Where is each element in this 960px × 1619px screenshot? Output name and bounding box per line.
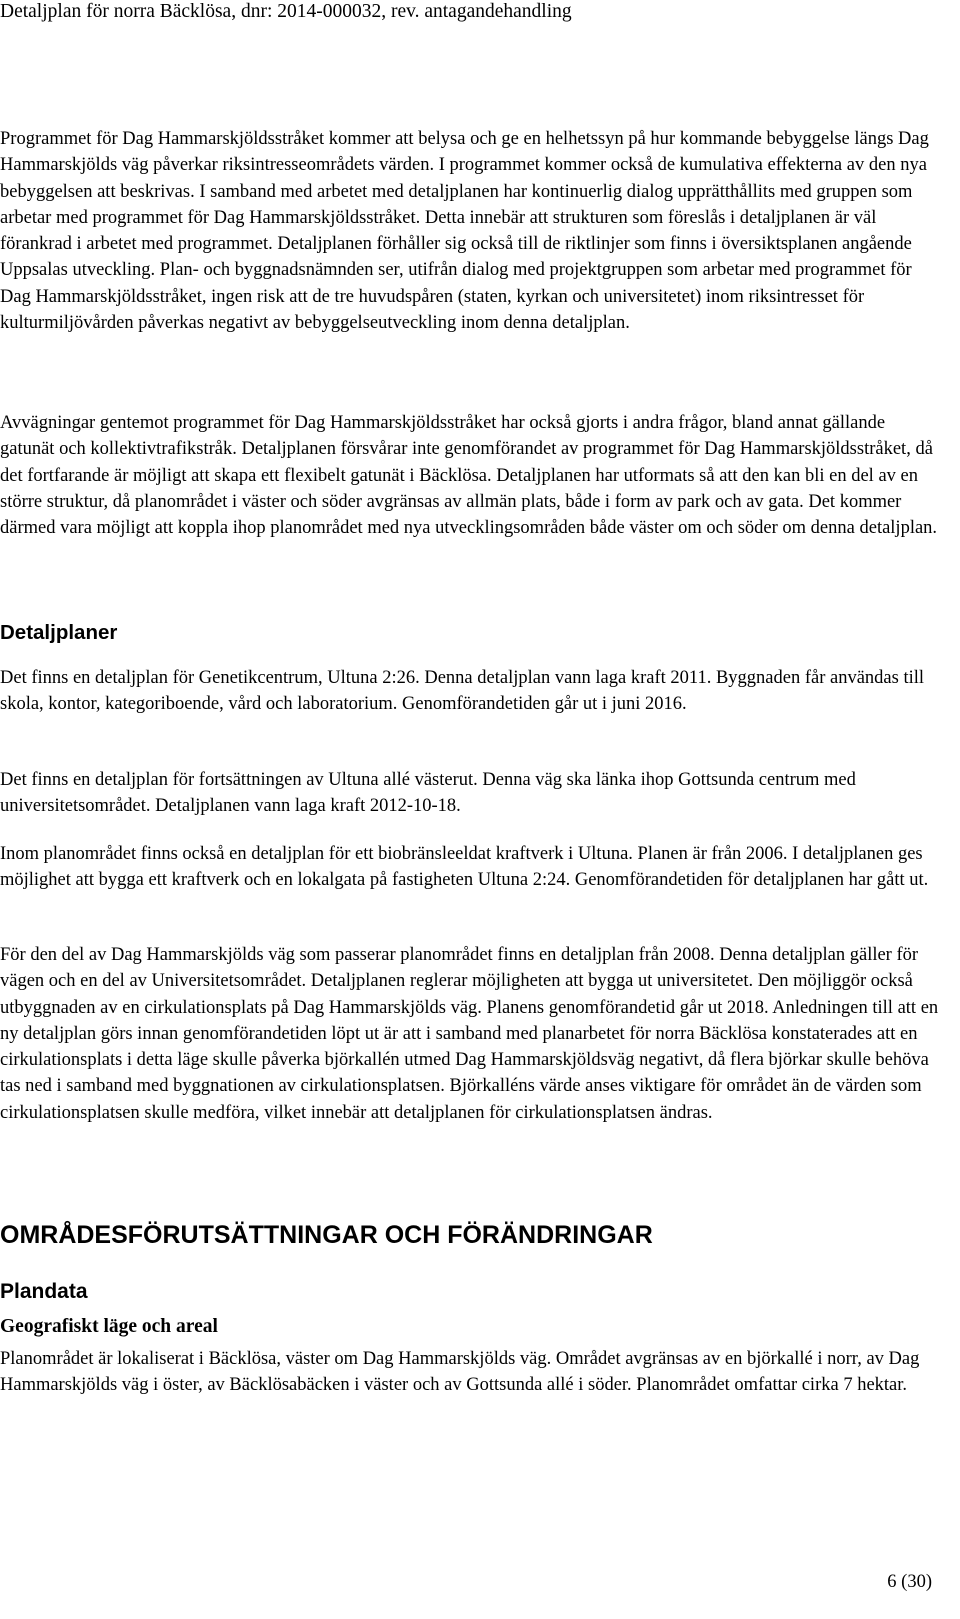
document-header: Detaljplan för norra Bäcklösa, dnr: 2014-000032, rev. antagandehandling <box>0 1 572 22</box>
paragraph-ultuna-alle: Det finns en detaljplan för fortsättningen av Ultuna allé västerut. Denna väg ska länka ihop Gottsunda centrum med universitetsområdet. Detaljplanen vann laga kraft 2012-10-18. <box>0 770 856 817</box>
paragraph-avvagningar: Avvägningar gentemot programmet för Dag Hammarskjöldsstråket har också gjorts i andra frågor, bland annat gällande gatunät och kollektivtrafikstråk. Detaljplanen försvårar inte genomförandet av programmet för Dag Hammarskjöldsstråket, då det fortfarande är möjligt att skapa ett flexibelt gatunät i Bäcklösa. Detaljplanen har utformats så att den kan bli en del av en större struktur, då planområdet i väster och söder avgränsas av allmän plats, både i form av park och av gata. Det kommer därmed vara möjligt att koppla ihop planområdet med nya utvecklingsområden både väster om och söder om denna detaljplan. <box>0 413 938 539</box>
paragraph-planomradet: Planområdet är lokaliserat i Bäcklösa, väster om Dag Hammarskjölds väg. Området avgränsas av en björkallé i norr, av Dag Hammarskjölds väg i öster, av Bäcklösabäcken i väster och av Gottsunda allé i söder. Planområdet omfattar cirka 7 hektar. <box>0 1349 920 1396</box>
chapter-heading-omradesforutsattningar: OMRÅDESFÖRUTSÄTTNINGAR OCH FÖRÄNDRINGAR <box>0 1221 653 1249</box>
page-number: 6 (30) <box>887 1572 932 1592</box>
paragraph-program-dag-hammarskjold: Programmet för Dag Hammarskjöldsstråket kommer att belysa och ge en helhetssyn på hur kommande bebyggelse längs Dag Hammarskjölds väg påverkar riksintresseområdets värden. I programmet kommer också de kumulativa effekterna av den nya bebyggelsen att beskrivas. I samband med arbetet med detaljplanen har kontinuerlig dialog upprätthållits med gruppen som arbetar med programmet för Dag Hammarskjöldsstråket. Detta innebär att strukturen som föreslås i detaljplanen är väl förankrad i arbetet med programmet. Detaljplanen förhåller sig också till de riktlinjer som finns i översiktsplanen angående Uppsalas utveckling. Plan- och byggnadsnämnden ser, utifrån dialog med projektgruppen som arbetar med programmet för Dag Hammarskjöldsstråket, ingen risk att de tre huvudspåren (staten, kyrkan och universitetet) inom riksintresset för kulturmiljövården påverkas negativt av bebyggelseutveckling inom denna detaljplan. <box>0 129 929 334</box>
subsection-heading-geografiskt-lage: Geografiskt läge och areal <box>0 1316 218 1337</box>
paragraph-dag-hammarskjolds-vag: För den del av Dag Hammarskjölds väg som passerar planområdet finns en detaljplan från 2008. Denna detaljplan gäller för vägen och en del av Universitetsområdet. Detaljplanen reglerar möjligheten att bygga ut universitetet. Den möjliggör också utbyggnaden av en cirkulationsplats på Dag Hammarskjölds väg. Planens genomförandetid går ut 2018. Anledningen till att en ny detaljplan görs innan genomförandetiden löpt ut är att i samband med planarbetet för norra Bäcklösa konstaterades att en cirkulationsplats i detta läge skulle påverka björkallén utmed Dag Hammarskjöldsväg negativt, då flera björkar skulle behöva tas ned i samband med byggnationen av cirkulationsplatsen. Björkalléns värde anses viktigare för området än de värden som cirkulationsplatsen skulle medföra, vilket innebär att detaljplanen för cirkulationsplatsen ändras. <box>0 945 939 1123</box>
section-heading-detaljplaner: Detaljplaner <box>0 621 118 644</box>
paragraph-genetikcentrum: Det finns en detaljplan för Genetikcentrum, Ultuna 2:26. Denna detaljplan vann laga kraft 2011. Byggnaden får användas till skola, kontor, kategoriboende, vård och laboratorium. Genomförandetiden går ut i juni 2016. <box>0 668 925 715</box>
paragraph-kraftverk: Inom planområdet finns också en detaljplan för ett biobränsleeldat kraftverk i Ultuna. Planen är från 2006. I detaljplanen ges möjlighet att bygga ett kraftverk och en lokalgata på fastigheten Ultuna 2:24. Genomförandetiden för detaljplanen har gått ut. <box>0 844 929 891</box>
section-heading-plandata: Plandata <box>0 1280 88 1303</box>
